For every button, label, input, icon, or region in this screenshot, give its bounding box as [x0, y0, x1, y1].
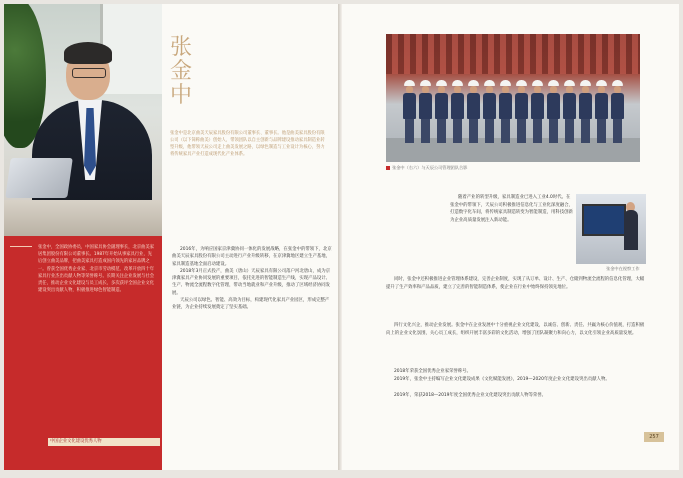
paragraph-culture: 四行文化兴企，推动企业发展。张金中在企业发展中十分重视企业文化建设，以诚信、创新、责任、共赢为核心价值观，打造积极向上的企业文化氛围，关心员工成长，组织开展丰富多彩的文化活动，增强了团队凝聚力和向心力，以文化引领企业高质量发展。: [386, 323, 645, 336]
worker-figure: [500, 80, 511, 143]
worker-figure: [596, 80, 607, 143]
body-paragraph: 2016年，为响应国家京津冀协同一体化的发展战略，在张金中的带领下，北京曲美天辰家具股份有限公司主动进行产业升级转移，在京津冀地区建立生产基地，家具制造基地全面启动建设。: [172, 247, 332, 267]
worker-figure: [452, 80, 463, 143]
glasses: [72, 68, 106, 78]
award-line: 2018年荣获全国优秀企业家荣誉称号。: [394, 369, 472, 374]
body-paragraph: 天辰公司以绿色、智能、高效为目标，构建现代化家具产业园区，形成完整产业链，为企业持续发展奠定了坚实基础。: [172, 298, 330, 311]
person-hair: [64, 42, 112, 64]
display-screen: [582, 204, 626, 236]
team-caption: [386, 165, 640, 171]
divider-line: [10, 246, 32, 247]
name-char: 金: [170, 59, 194, 84]
award-line: 2019年，荣获2018—2019年度全国优秀企业文化建设突出贡献人物等荣誉。: [394, 393, 547, 398]
name-char: 中: [170, 83, 194, 108]
paragraph-management: 同时，张金中还积极推进企业管理体系建设，完善企业制度，实现了从订单、设计、生产、仓储到物流全流程的信息化管理，大幅提升了生产效率和产品品质，建立了完善的智能制造体系，使企业在行业中始终保持领先地位。: [386, 277, 645, 290]
worker-figure: [580, 80, 591, 143]
intro-text: 张金中是北京曲美天辰家具股份有限公司董事长、董事长。他是曲美家具股份有限公司（以下简称曲美）创始人，带领团队以自主创新与品牌建设推动家具制造业转型升级，他带领天辰公司走上曲美发展之路，以绿色制造与工业设计为核心，努力将传统家具产业打造成现代化产业体系。: [170, 131, 325, 157]
portrait-photo: [4, 4, 162, 236]
team-caption-text: 张金中（右六）与天辰公司管理团队合影: [392, 165, 468, 170]
desk: [4, 200, 162, 236]
worker-figure: [548, 80, 559, 143]
name-char: 张: [170, 35, 194, 60]
factory-ceiling: [386, 34, 640, 74]
caption-marker-icon: [386, 166, 390, 170]
screen-caption: 张金中在视察工作: [606, 266, 640, 271]
laptop: [5, 158, 73, 198]
biography-panel: [4, 236, 162, 470]
body-paragraph: 2018年3月正式投产，曲美（唐山）天辰家具有限公司落户河北唐山，成为京津冀家具产业协同发展的重要项目，依托先进的智能制造生产线，实现产品设计、生产、物流全流程数字化管理，带动当地就业和产业升级，推动了区域经济协同发展。: [172, 268, 331, 296]
left-page: [4, 4, 338, 470]
person-suit: [624, 210, 638, 250]
worker-figure: [532, 80, 543, 143]
team-photo: [386, 34, 640, 162]
worker-figure: [612, 80, 623, 143]
award-line: 2019年，张金中主持编写企业文化建设成果《文化赋能发展》，2019—2020年度企业文化建设突出贡献人物。: [394, 377, 610, 382]
biography-text: 张金中，全国政协委员，中国家具协会副理事长，北京曲美家居集团股份有限公司董事长。1987年开始从事家具行业，先后创立曲美品牌，把曲美家具打造成国内领先的家居品牌之一。曾获全国优秀企业家、北京市劳动模范、改革开放四十年家具行业杰出贡献人物等荣誉称号。长期关注企业发展与社会责任，推动企业文化建设与员工成长，多次获评全国企业文化建设突出贡献人物，积极推进绿色智能制造。: [38, 245, 155, 294]
worker-figure: [516, 80, 527, 143]
worker-figure: [436, 80, 447, 143]
worker-figure: [420, 80, 431, 143]
worker-figure: [484, 80, 495, 143]
paragraph-industry: 随着产业的转型升级，家具制造业已进入工业4.0时代。在张金中的带领下，天辰公司积极推进信息化与工业化深度融合，打造数字化车间，将传统家具制造转变为智能制造，用科技创新为企业高质量发展注入新动能。: [450, 195, 573, 223]
page-number: 257: [644, 432, 664, 442]
screen-photo: [576, 194, 646, 264]
worker-figure: [468, 80, 479, 143]
worker-figure: [404, 80, 415, 143]
right-page: [342, 4, 679, 470]
person-name-title: [170, 36, 216, 108]
footer-label: 中国企业文化建设优秀人物: [50, 439, 102, 444]
worker-figure: [564, 80, 575, 143]
body-column: [172, 246, 332, 312]
